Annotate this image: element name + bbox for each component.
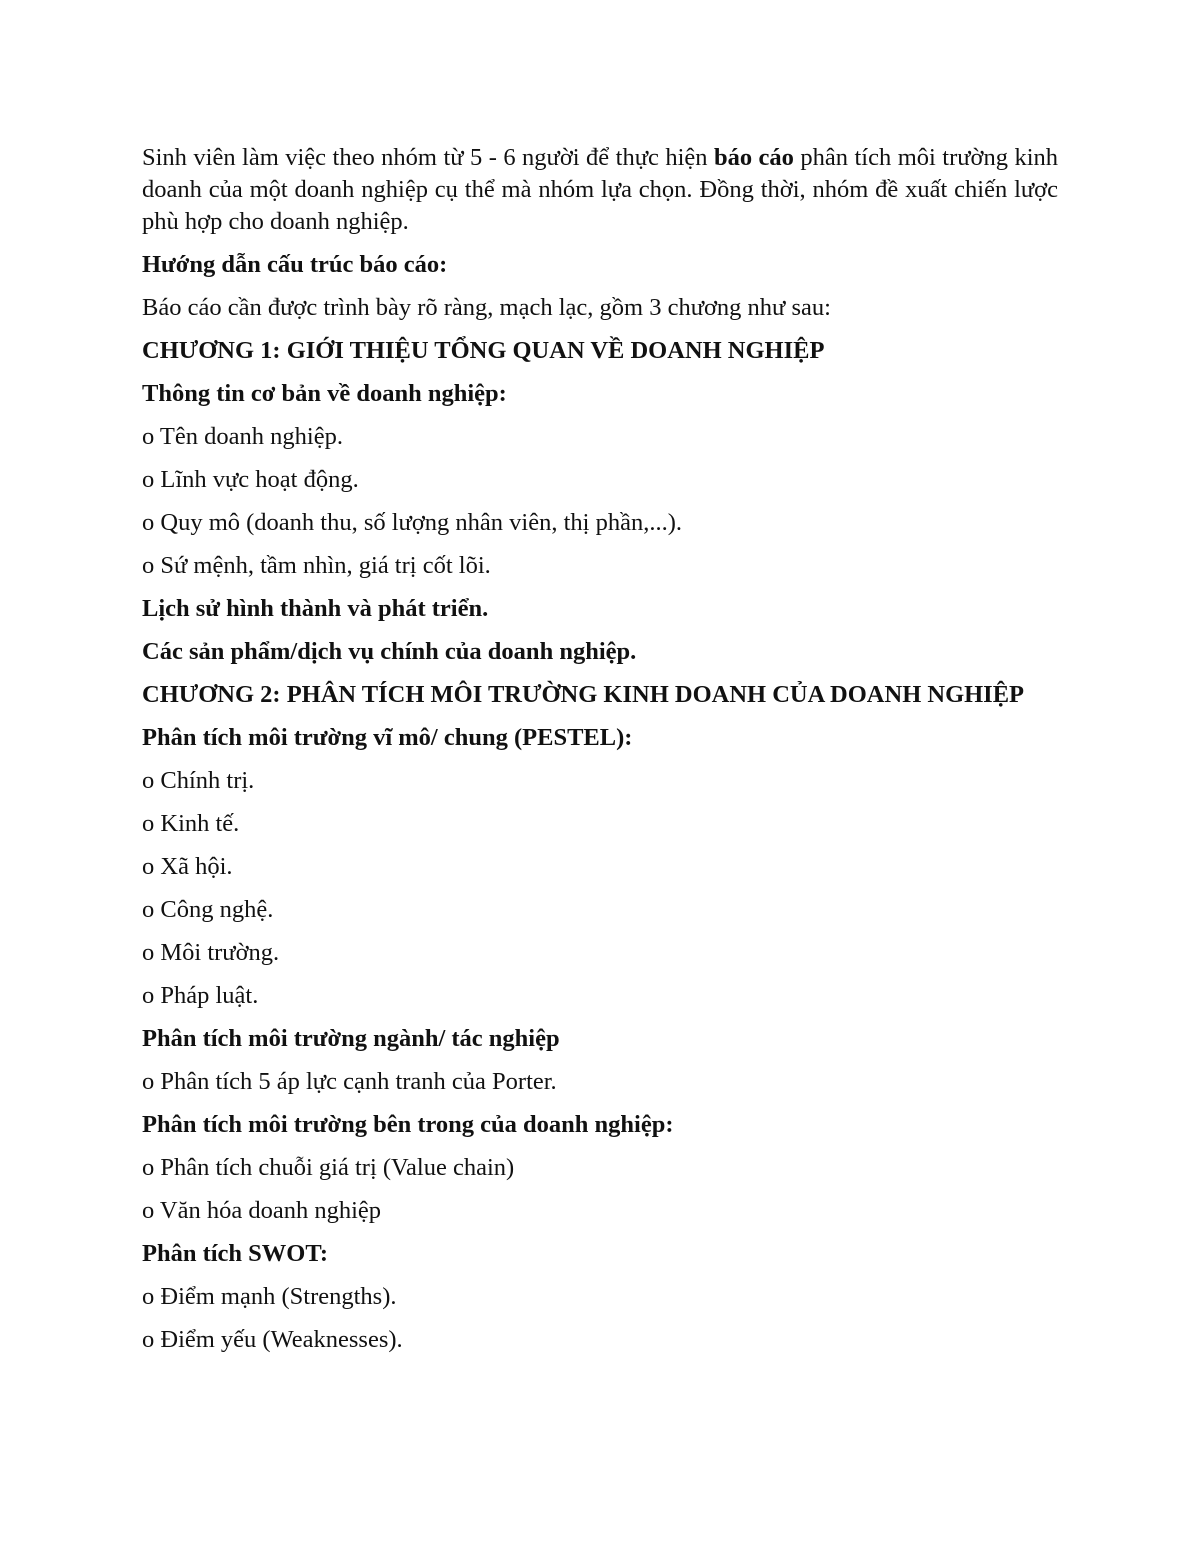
list-item: o Pháp luật.	[142, 982, 259, 1009]
list-item: o Chính trị.	[142, 767, 255, 794]
structure-text: Báo cáo cần được trình bày rõ ràng, mạch lạc, gồm 3 chương như sau:	[142, 294, 831, 321]
history-heading: Lịch sử hình thành và phát triển.	[142, 595, 489, 622]
intro-text-part2: phân tích môi trường kinh doanh của một doanh nghiệp cụ thể mà nhóm lựa chọn. Đồng thời, nhóm đề xuất chiến lược phù hợp cho doanh nghiệp.	[142, 144, 1058, 235]
structure-heading: Hướng dẫn cấu trúc báo cáo:	[142, 251, 448, 278]
list-item: o Xã hội.	[142, 853, 233, 880]
intro-paragraph	[142, 142, 1058, 238]
intro-text-part1: Sinh viên làm việc theo nhóm từ 5 - 6 người để thực hiện	[142, 144, 714, 171]
list-item: o Quy mô (doanh thu, số lượng nhân viên, thị phần,...).	[142, 509, 682, 536]
list-item: o Tên doanh nghiệp.	[142, 423, 343, 450]
list-item: o Sứ mệnh, tầm nhìn, giá trị cốt lõi.	[142, 552, 491, 579]
internal-heading: Phân tích môi trường bên trong của doanh nghiệp:	[142, 1111, 674, 1138]
list-item: o Phân tích chuỗi giá trị (Value chain)	[142, 1154, 515, 1181]
chapter2-title: CHƯƠNG 2: PHÂN TÍCH MÔI TRƯỜNG KINH DOANH CỦA DOANH NGHIỆP	[142, 681, 1025, 708]
list-item: o Kinh tế.	[142, 810, 240, 837]
chapter1-title: CHƯƠNG 1: GIỚI THIỆU TỔNG QUAN VỀ DOANH NGHIỆP	[142, 337, 825, 364]
list-item: o Điểm mạnh (Strengths).	[142, 1283, 397, 1310]
list-item: o Công nghệ.	[142, 896, 274, 923]
list-item: o Điểm yếu (Weaknesses).	[142, 1326, 403, 1353]
macro-heading: Phân tích môi trường vĩ mô/ chung (PESTEL):	[142, 724, 633, 751]
industry-heading: Phân tích môi trường ngành/ tác nghiệp	[142, 1025, 560, 1052]
list-item: o Môi trường.	[142, 939, 280, 966]
swot-heading: Phân tích SWOT:	[142, 1240, 329, 1267]
intro-bold-term: báo cáo	[713, 144, 794, 171]
basic-info-heading: Thông tin cơ bản về doanh nghiệp:	[142, 380, 507, 407]
list-item: o Lĩnh vực hoạt động.	[142, 466, 359, 493]
products-heading: Các sản phẩm/dịch vụ chính của doanh nghiệp.	[142, 638, 637, 665]
list-item: o Văn hóa doanh nghiệp	[142, 1197, 382, 1224]
document-body	[142, 142, 1058, 1367]
list-item: o Phân tích 5 áp lực cạnh tranh của Porter.	[142, 1068, 557, 1095]
